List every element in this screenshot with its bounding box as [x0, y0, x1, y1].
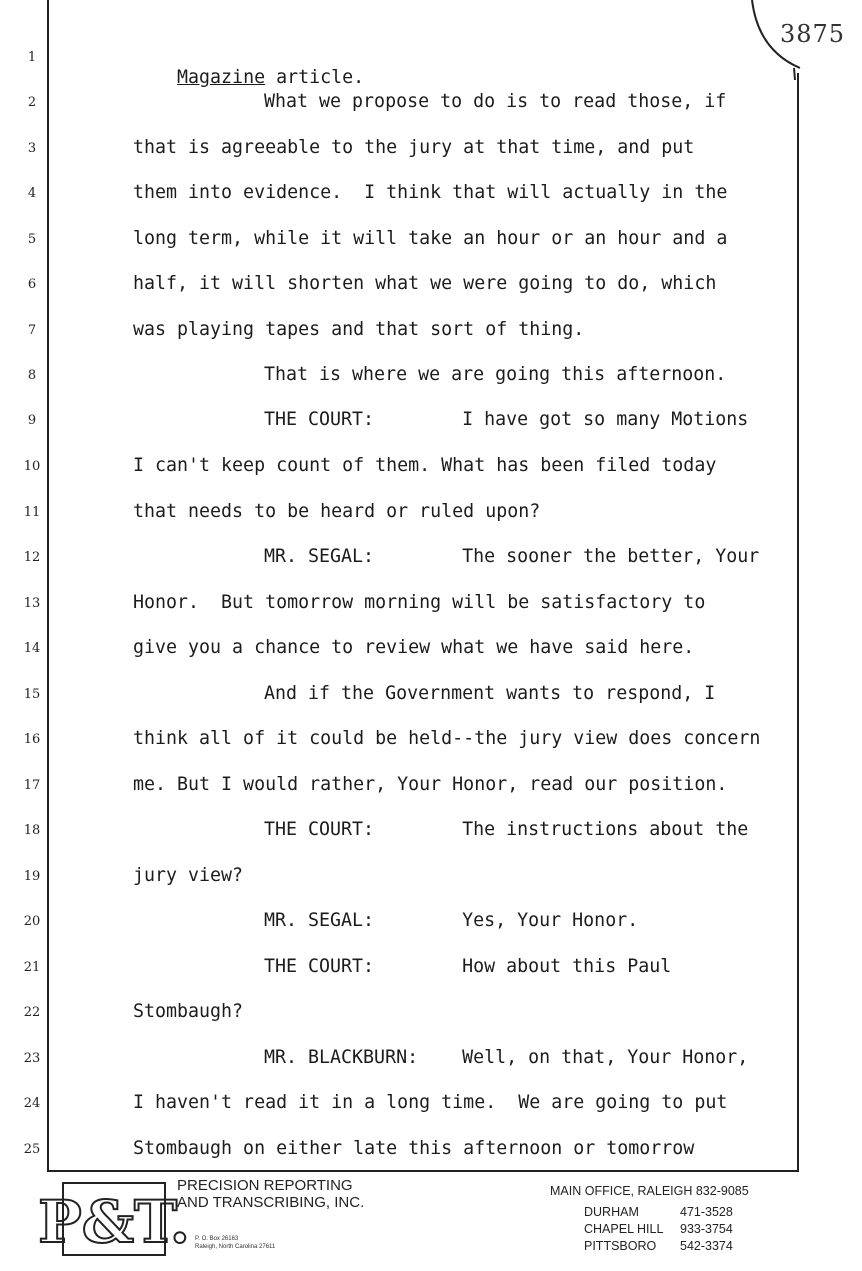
transcript-line: THE COURT: I have got so many Motions	[264, 409, 749, 430]
company-line-1: PRECISION REPORTING	[177, 1177, 353, 1194]
line-number: 10	[23, 459, 41, 474]
line-number: 13	[23, 596, 41, 611]
underlined-word: Magazine	[177, 67, 266, 88]
transcript-line: give you a chance to review what we have said here.	[133, 637, 695, 658]
transcript-frame	[47, 0, 799, 1172]
transcript-line: that needs to be heard or ruled upon?	[133, 501, 541, 522]
transcript-line: me. But I would rather, Your Honor, read our position.	[133, 774, 728, 795]
line-number: 24	[23, 1096, 41, 1111]
transcript-line: That is where we are going this afternoon.	[264, 364, 727, 385]
office-phone: 471-3528	[680, 1205, 733, 1219]
page-number: 3875	[780, 20, 846, 48]
line-number: 25	[23, 1142, 41, 1157]
line-number: 2	[27, 95, 37, 110]
line-number: 4	[27, 186, 37, 201]
pt-logo	[38, 1182, 190, 1256]
line-number: 18	[23, 823, 41, 838]
line-number: 14	[23, 641, 41, 656]
transcript-line: THE COURT: The instructions about the	[264, 819, 749, 840]
line-number: 8	[27, 368, 37, 383]
transcript-line: that is agreeable to the jury at that time, and put	[133, 137, 695, 158]
address-line-1: P. O. Box 26163	[195, 1236, 239, 1242]
line-number: 21	[23, 960, 41, 975]
transcript-line: What we propose to do is to read those, if	[264, 91, 727, 112]
transcript-line: Stombaugh on either late this afternoon or tomorrow	[133, 1138, 695, 1159]
transcript-line: I haven't read it in a long time. We are going to put	[133, 1092, 728, 1113]
line-number: 22	[23, 1005, 41, 1020]
line-number: 23	[23, 1051, 41, 1066]
transcript-line: half, it will shorten what we were going to do, which	[133, 273, 717, 294]
line-number: 15	[23, 687, 41, 702]
line-number: 17	[23, 778, 41, 793]
transcript-line: them into evidence. I think that will actually in the	[133, 182, 728, 203]
office-row	[584, 1204, 733, 1221]
line-number: 12	[23, 550, 41, 565]
line-number: 6	[27, 277, 37, 292]
transcript-line: And if the Government wants to respond, I	[264, 683, 716, 704]
office-city: CHAPEL HILL	[584, 1222, 664, 1236]
address-line-2: Raleigh, North Carolina 27611	[195, 1244, 276, 1250]
mailing-address	[195, 1235, 275, 1251]
office-phone: 542-3374	[680, 1239, 733, 1253]
transcript-line: Honor. But tomorrow morning will be satisfactory to	[133, 592, 706, 613]
line-number: 19	[23, 869, 41, 884]
transcript-line: I can't keep count of them. What has been filed today	[133, 455, 717, 476]
transcript-line: long term, while it will take an hour or an hour and a	[133, 228, 728, 249]
logo-text: P&T.	[38, 1188, 190, 1256]
transcript-line: MR. BLACKBURN: Well, on that, Your Honor,	[264, 1047, 749, 1068]
main-office: MAIN OFFICE, RALEIGH 832-9085	[550, 1184, 749, 1198]
transcript-line: was playing tapes and that sort of thing.	[133, 319, 585, 340]
line-number: 20	[23, 914, 41, 929]
line-number: 1	[27, 50, 37, 65]
office-phone: 933-3754	[680, 1222, 733, 1236]
transcript-line: think all of it could be held--the jury view does concern	[133, 728, 761, 749]
line-number: 7	[27, 323, 37, 338]
line-number: 11	[23, 505, 41, 520]
transcript-line: Stombaugh?	[133, 1001, 244, 1022]
office-city: PITTSBORO	[584, 1239, 657, 1253]
office-city: DURHAM	[584, 1205, 639, 1219]
line-number: 16	[23, 732, 41, 747]
page-footer	[0, 1172, 860, 1271]
line-number: 9	[27, 413, 37, 428]
company-name	[177, 1177, 364, 1211]
office-row	[584, 1221, 733, 1238]
transcript-line: MR. SEGAL: The sooner the better, Your	[264, 546, 760, 567]
line-number: 5	[27, 232, 37, 247]
office-row	[584, 1238, 733, 1255]
line-number: 3	[27, 141, 37, 156]
transcript-line: MR. SEGAL: Yes, Your Honor.	[264, 910, 639, 931]
line-rest: article.	[265, 67, 365, 88]
transcript-line: jury view?	[133, 865, 244, 886]
company-line-2: AND TRANSCRIBING, INC.	[177, 1194, 365, 1211]
transcript-line: THE COURT: How about this Paul	[264, 956, 672, 977]
branch-offices	[584, 1204, 733, 1255]
